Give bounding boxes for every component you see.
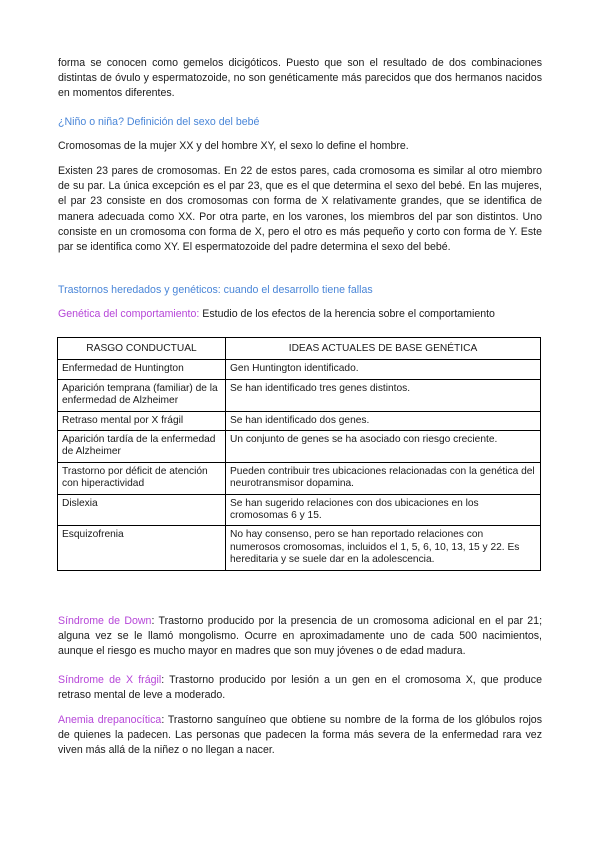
definition-sickle-cell <box>58 713 542 759</box>
table-row <box>58 379 541 411</box>
chromosome-paragraph: Existen 23 pares de cromosomas. En 22 de estos pares, cada cromosoma es similar al otro miembro de su par. La única excepción es el par 23, que es el que determina el sexo del bebé. En las mujeres, el par 23 consiste en dos cromosomas con forma de X relativamente grandes, que se identifica de manera adecuada como XX. Por otra parte, en los varones, los miembros del par son distintos. Uno consiste en un cromosoma con forma de X, pero el otro es más pequeño y corto con forma de Y. Este par se identifica como XY. El espermatozoide del padre determina el sexo del bebé. <box>58 165 542 254</box>
table-cell-trait: Esquizofrenia <box>58 526 226 570</box>
column-header: IDEAS ACTUALES DE BASE GENÉTICA <box>226 338 541 360</box>
table-cell-idea: Pueden contribuir tres ubicaciones relacionadas con la genética del neurotransmisor dopamina. <box>226 462 541 494</box>
table-cell-trait: Aparición tardía de la enfermedad de Alzheimer <box>58 431 226 463</box>
behavior-genetics-definition <box>58 307 542 322</box>
table-cell-idea: Un conjunto de genes se ha asociado con riesgo creciente. <box>226 431 541 463</box>
definition-term: Genética del comportamiento: <box>58 308 200 320</box>
chromosome-summary: Cromosomas de la mujer XX y del hombre XY, el sexo lo define el hombre. <box>58 140 409 152</box>
table-row <box>58 494 541 526</box>
definition-term: Anemia drepanocítica <box>58 714 162 726</box>
table-cell-trait: Enfermedad de Huntington <box>58 360 226 379</box>
table-cell-idea: Se han identificado dos genes. <box>226 411 541 430</box>
table-header-row <box>58 338 541 360</box>
table-cell-idea: No hay consenso, pero se han reportado relaciones con numerosos cromosomas, incluidos el 1, 5, 6, 10, 13, 15 y 22. Es hereditaria y se suele dar en la adolescencia. <box>226 526 541 570</box>
definition-text: Estudio de los efectos de la herencia sobre el comportamiento <box>199 308 495 320</box>
section-heading-disorders: Trastornos heredados y genéticos: cuando el desarrollo tiene fallas <box>58 284 373 296</box>
definition-text: : Trastorno producido por lesión a un gen en el cromosoma X, que produce retraso mental de leve a moderado. <box>58 674 542 702</box>
definition-down-syndrome <box>58 614 542 660</box>
table-cell-trait: Aparición temprana (familiar) de la enfermedad de Alzheimer <box>58 379 226 411</box>
definition-term: Síndrome de Down <box>58 615 152 627</box>
table-row <box>58 462 541 494</box>
table-cell-idea: Se han sugerido relaciones con dos ubicaciones en los cromosomas 6 y 15. <box>226 494 541 526</box>
table-row <box>58 411 541 430</box>
table-cell-trait: Trastorno por déficit de atención con hiperactividad <box>58 462 226 494</box>
intro-paragraph: forma se conocen como gemelos dicigóticos. Puesto que son el resultado de dos combinaciones distintas de óvulo y espermatozoide, no son genéticamente más parecidos que dos hermanos nacidos en momentos diferentes. <box>58 57 542 100</box>
table-cell-trait: Retraso mental por X frágil <box>58 411 226 430</box>
genetics-table <box>57 337 541 571</box>
definition-text: : Trastorno producido por la presencia de un cromosoma adicional en el par 21; alguna vez se le llamó mongolismo. Ocurre en aproximadamente uno de cada 500 nacimientos, aunque el riesgo es mucho mayor en madres que son muy jóvenes o de edad madura. <box>58 615 543 658</box>
table-row <box>58 360 541 379</box>
section-heading-sex-definition: ¿Niño o niña? Definición del sexo del bebé <box>58 116 260 128</box>
definition-text: : Trastorno sanguíneo que obtiene su nombre de la forma de los glóbulos rojos de quienes la padecen. Las personas que padecen la forma más severa de la enfermedad rara vez viven más allá de la niñez o no llegan a nacer. <box>58 714 542 757</box>
table-cell-idea: Se han identificado tres genes distintos. <box>226 379 541 411</box>
column-header: RASGO CONDUCTUAL <box>58 338 226 360</box>
definition-term: Síndrome de X frágil <box>58 674 162 686</box>
table-cell-trait: Dislexia <box>58 494 226 526</box>
table-row <box>58 526 541 570</box>
table-row <box>58 431 541 463</box>
definition-fragile-x <box>58 673 542 703</box>
table-cell-idea: Gen Huntington identificado. <box>226 360 541 379</box>
